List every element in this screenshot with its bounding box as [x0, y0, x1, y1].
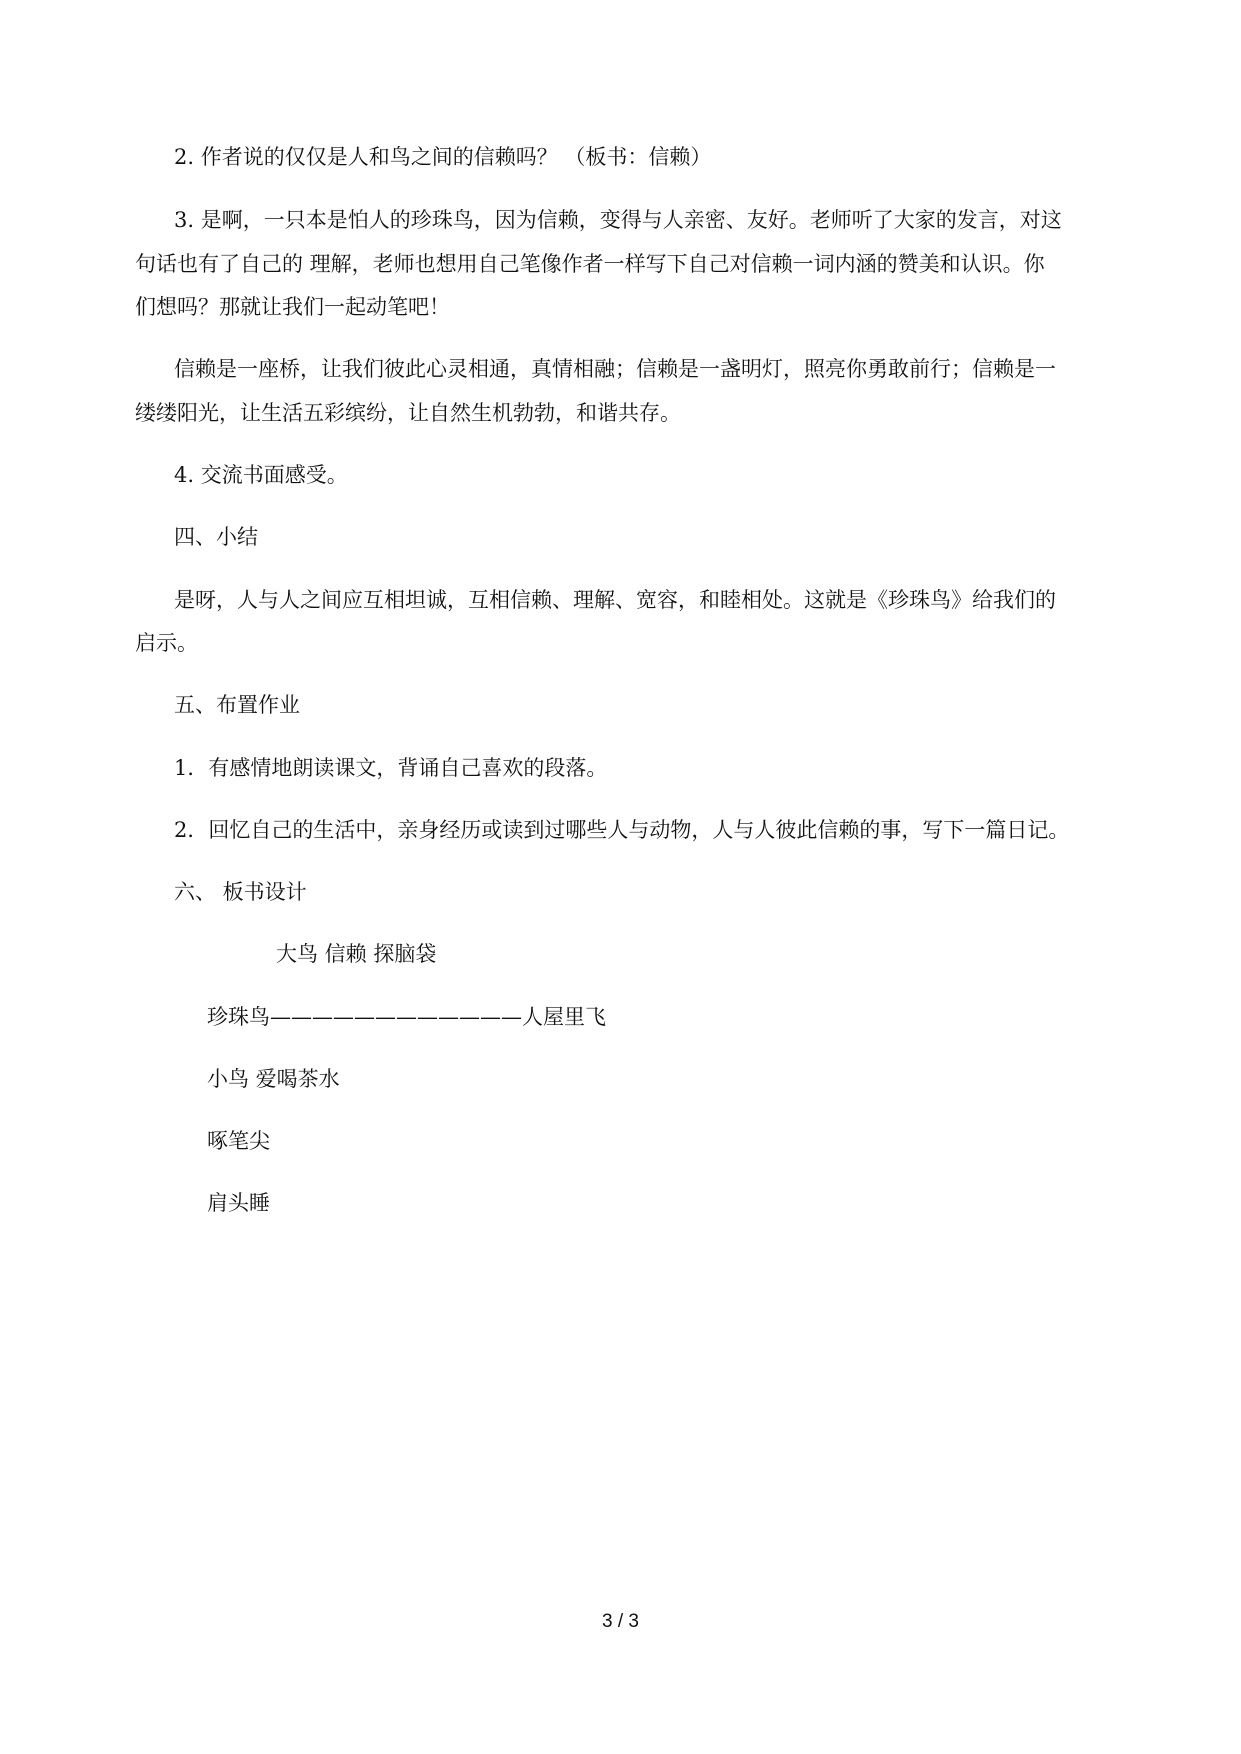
section-heading-homework: 五、布置作业 [174, 693, 300, 717]
item-4: 4. 交流书面感受。 [174, 463, 348, 487]
trust-paragraph-line-1: 信赖是一座桥，让我们彼此心灵相通，真情相融；信赖是一盏明灯，照亮你勇敢前行；信赖是一 [174, 357, 1056, 381]
board-main-row: 珍珠鸟————————————人屋里飞 [207, 1005, 606, 1029]
summary-line-1: 是呀，人与人之间应互相坦诚，互相信赖、理解、宽容，和睦相处。这就是《珍珠鸟》给我们的 [174, 588, 1056, 612]
section-heading-summary: 四、小结 [174, 525, 258, 549]
trust-paragraph-line-2: 缕缕阳光，让生活五彩缤纷，让自然生机勃勃，和谐共存。 [135, 401, 681, 425]
board-row-shoulder: 肩头睡 [207, 1191, 270, 1215]
board-top-row: 大鸟 信赖 探脑袋 [276, 942, 437, 966]
board-row-small-bird: 小鸟 爱喝茶水 [207, 1067, 340, 1091]
page-number: 3 / 3 [602, 1611, 639, 1632]
paragraph-3-line-2: 句话也有了自己的 理解，老师也想用自己笔像作者一样写下自己对信赖一词内涵的赞美和认识。你 [135, 252, 1045, 276]
paragraph-3-line-3: 们想吗？那就让我们一起动笔吧！ [135, 295, 450, 319]
homework-item-1: 1．有感情地朗读课文，背诵自己喜欢的段落。 [174, 756, 608, 780]
summary-line-2: 启示。 [135, 631, 198, 655]
section-heading-board-design: 六、 板书设计 [174, 880, 307, 904]
paragraph-3-line-1: 3. 是啊，一只本是怕人的珍珠鸟，因为信赖，变得与人亲密、友好。老师听了大家的发言，对这 [174, 208, 1062, 232]
board-row-peck: 啄笔尖 [207, 1129, 270, 1153]
homework-item-2: 2．回忆自己的生活中，亲身经历或读到过哪些人与动物，人与人彼此信赖的事，写下一篇日记。 [174, 818, 1070, 842]
question-2: 2. 作者说的仅仅是人和鸟之间的信赖吗？ （板书：信赖） [174, 145, 712, 169]
